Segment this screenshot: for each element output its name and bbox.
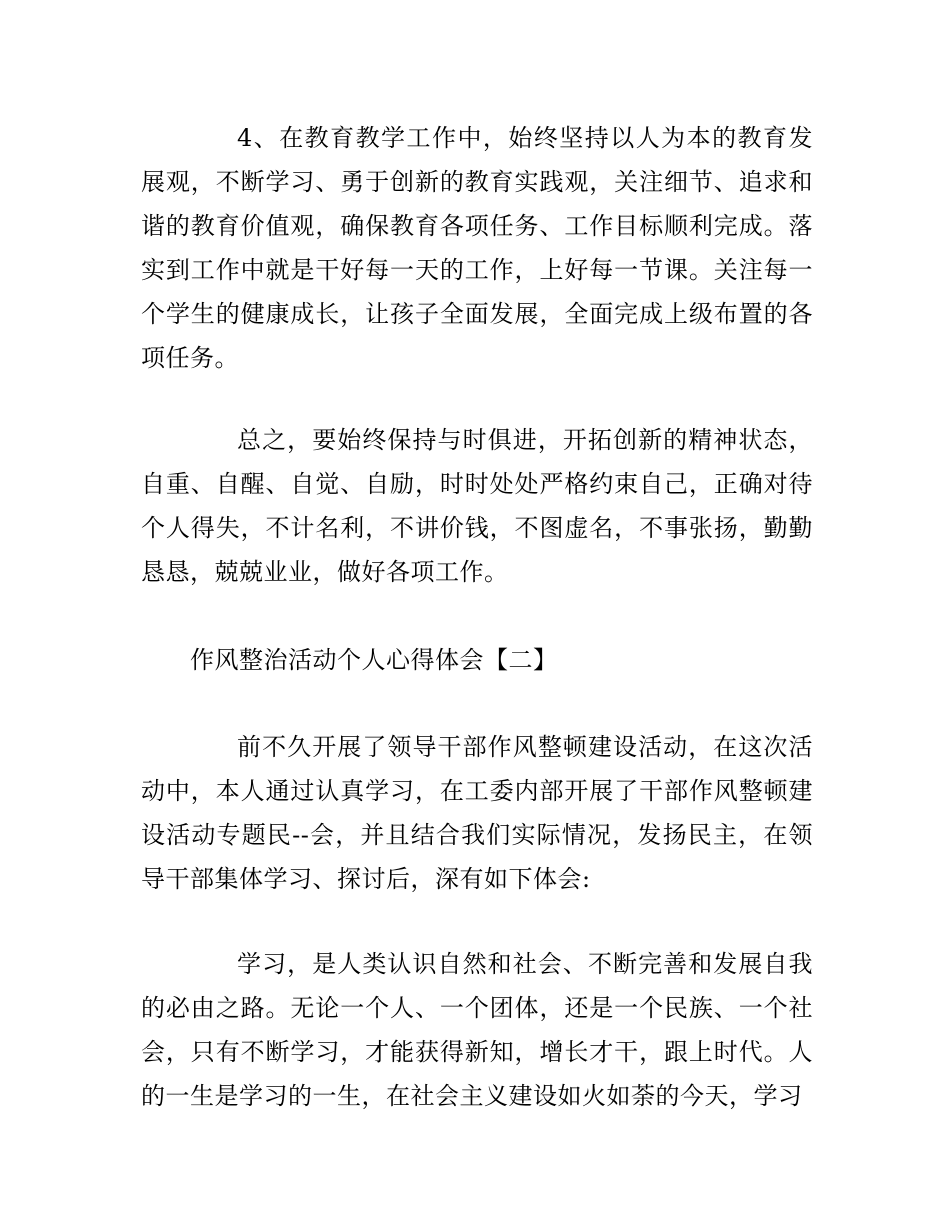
paragraph-rectification-activity: 前不久开展了领导干部作风整顿建设活动，在这次活动中，本人通过认真学习，在工委内部开展了干部作风整顿建设活动专题民--会，并且结合我们实际情况，发扬民主，在领导干部集体学习、探讨后，深有如下体会: (141, 733, 813, 893)
paragraph-education-work: 4、在教育教学工作中，始终坚持以人为本的教育发展观，不断学习、勇于创新的教育实践观，关注细节、追求和谐的教育价值观，确保教育各项任务、工作目标顺利完成。落实到工作中就是干好每一天的工作，上好每一节课。关注每一个学生的健康成长，让孩子全面发展，全面完成上级布置的各项任务。 (141, 124, 813, 372)
paragraph-learning: 学习，是人类认识自然和社会、不断完善和发展自我的必由之路。无论一个人、一个团体，还是一个民族、一个社会，只有不断学习，才能获得新知，增长才干，跟上时代。人的一生是学习的一生，在社会主义建设如火如荼的今天，学习 (141, 950, 813, 1110)
section-heading: 作风整治活动个人心得体会【二】 (190, 646, 558, 674)
paragraph-summary: 总之，要始终保持与时俱进，开拓创新的精神状态，自重、自醒、自觉、自励，时时处处严格约束自己，正确对待个人得失，不计名利，不讲价钱，不图虚名，不事张扬，勤勤恳恳，兢兢业业，做好各项工作。 (141, 426, 813, 586)
